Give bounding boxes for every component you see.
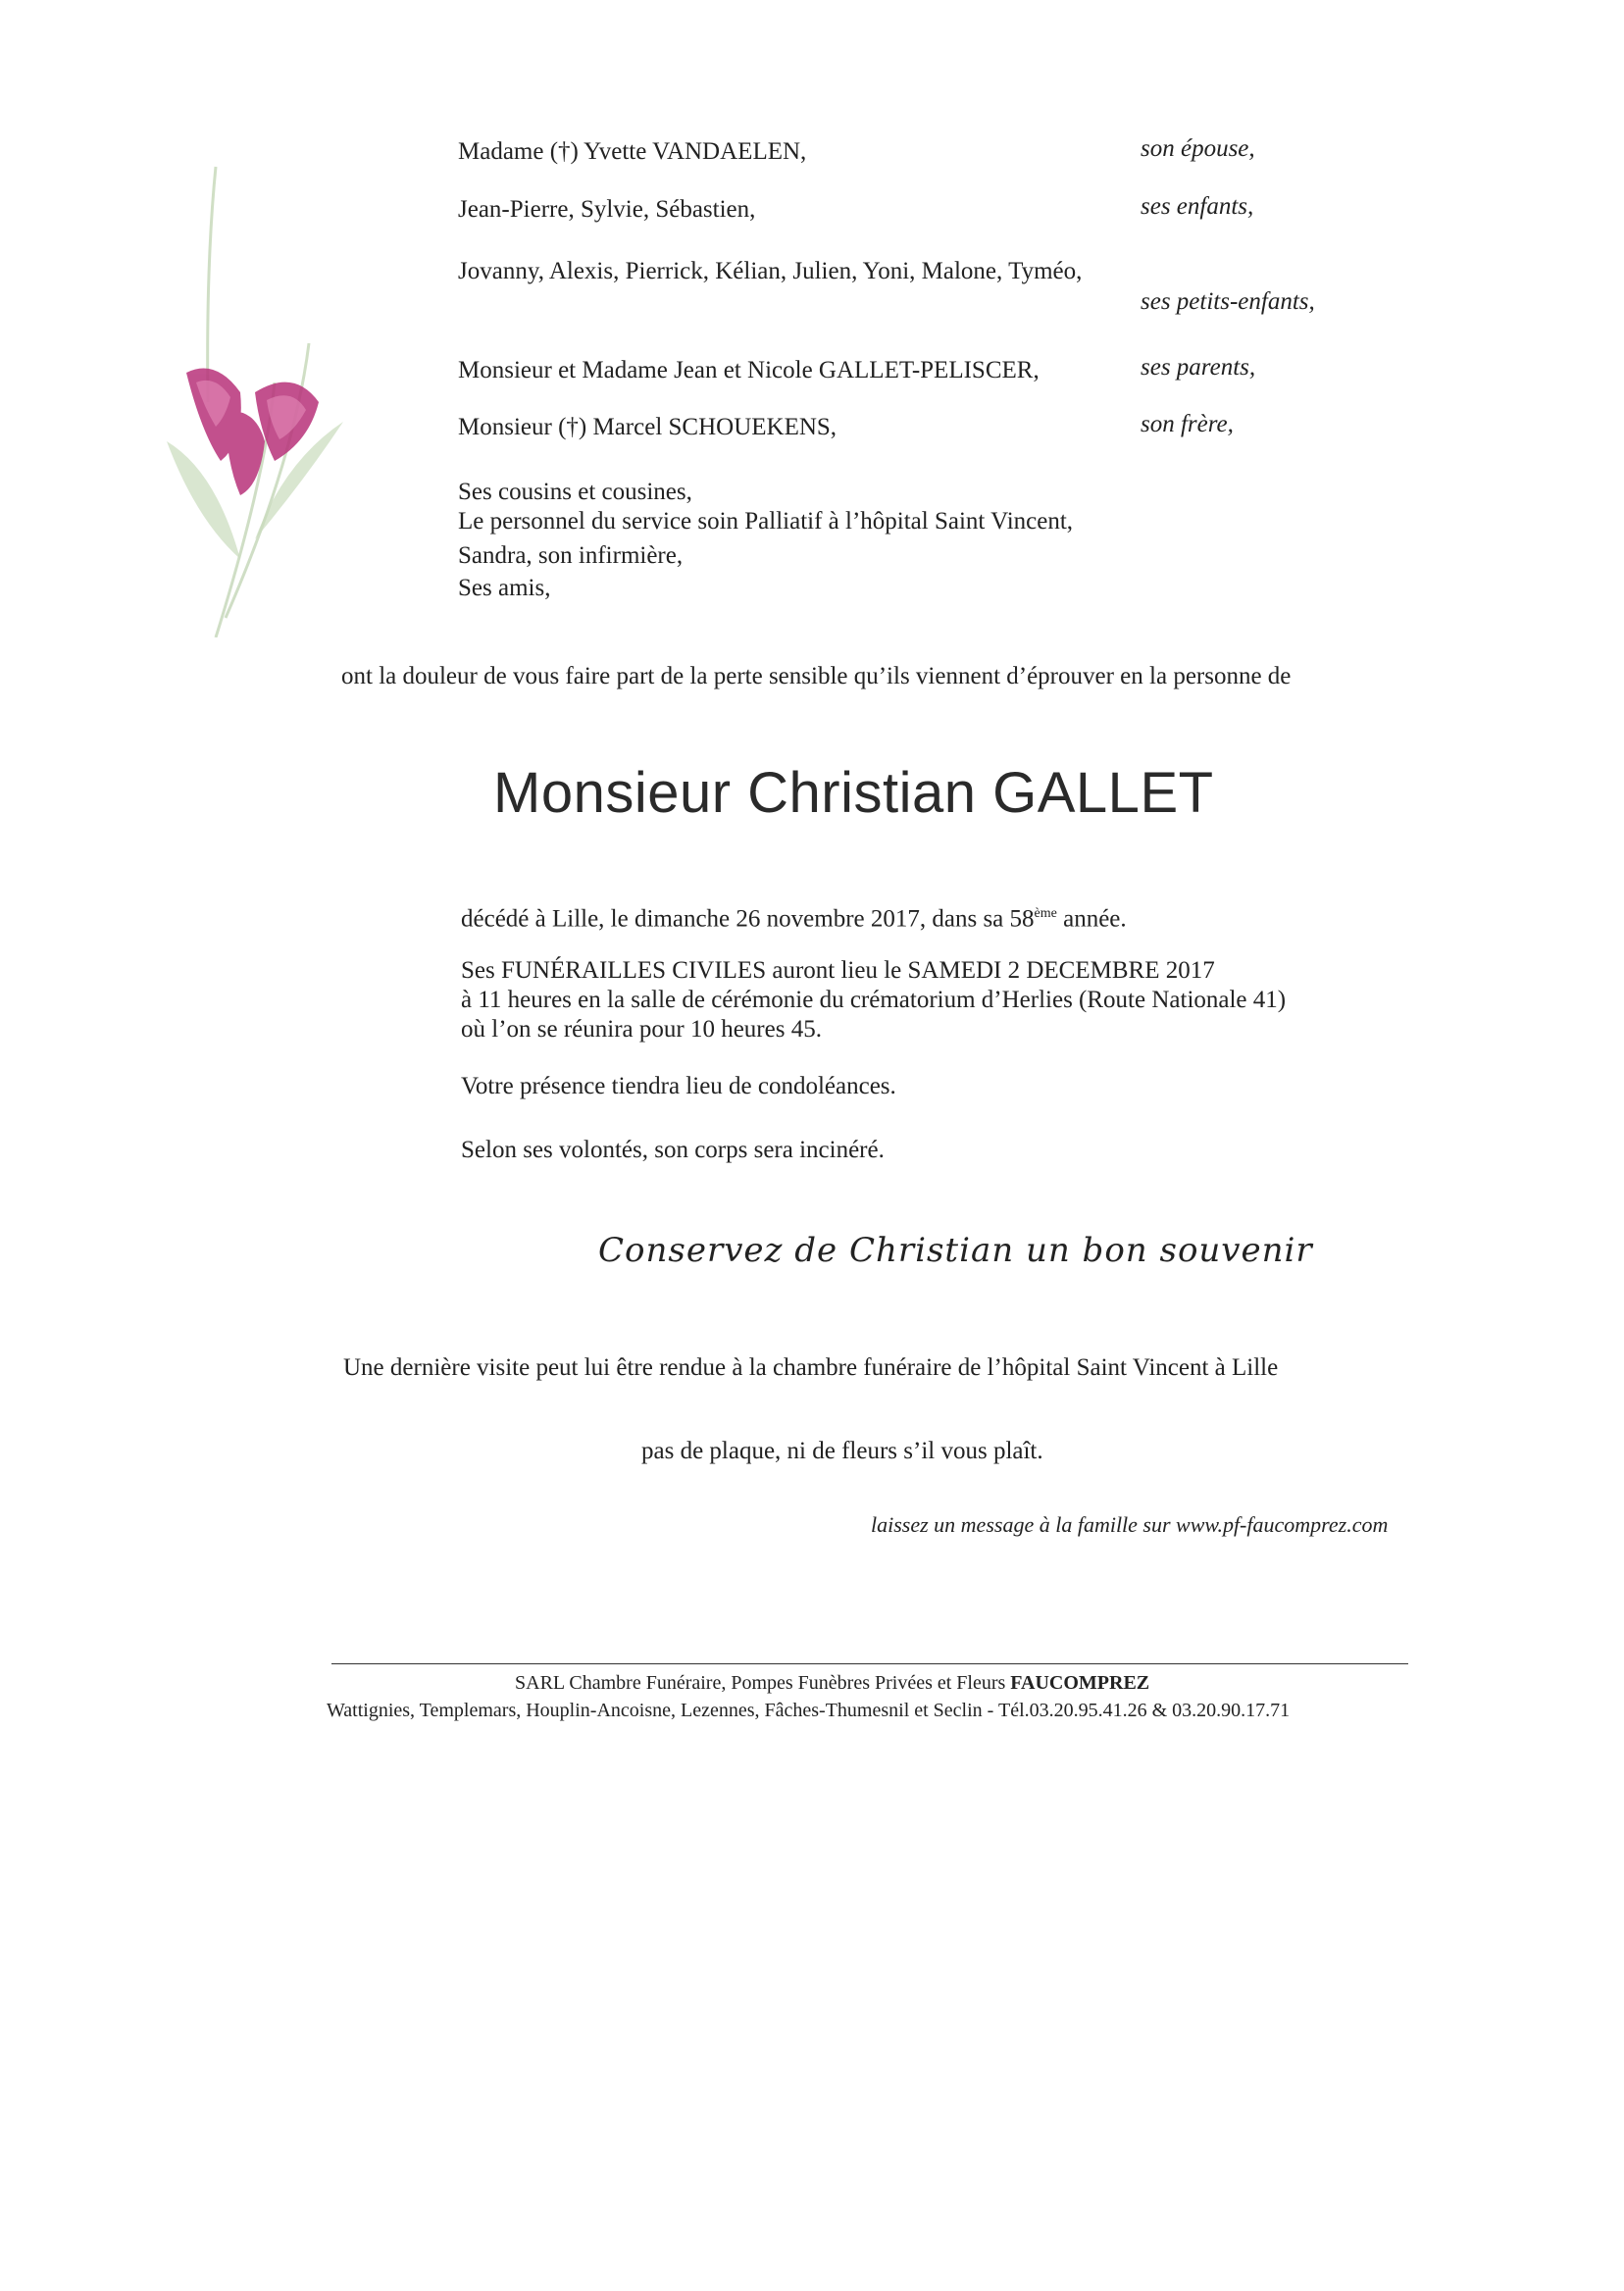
family-name-5: Monsieur (†) Marcel SCHOUEKENS, [458, 414, 837, 440]
death-line-end: année. [1056, 905, 1127, 933]
family-role-3: ses petits-enfants, [1141, 288, 1315, 315]
death-line [461, 899, 1127, 934]
announcement: ont la douleur de vous faire part de la perte sensible qu’ils viennent d’éprouver en la personne de [341, 663, 1292, 689]
family-role-1: son épouse, [1141, 135, 1255, 162]
visit-info: Une dernière visite peut lui être rendue à la chambre funéraire de l’hôpital Saint Vincent à Lille [343, 1354, 1279, 1381]
family-role-5: son frère, [1141, 411, 1234, 437]
family-name-4: Monsieur et Madame Jean et Nicole GALLET-PELISCER, [458, 357, 1040, 383]
message-link[interactable]: laissez un message à la famille sur www.pf-faucomprez.com [871, 1512, 1389, 1537]
family-name-3: Jovanny, Alexis, Pierrick, Kélian, Julien, Yoni, Malone, Tyméo, [458, 258, 1083, 284]
others-line-4: Ses amis, [458, 575, 551, 601]
condolences: Votre présence tiendra lieu de condoléances. [461, 1073, 896, 1099]
others-line-1: Ses cousins et cousines, [458, 479, 692, 505]
family-name-2: Jean-Pierre, Sylvie, Sébastien, [458, 196, 756, 223]
family-role-4: ses parents, [1141, 354, 1256, 381]
footer-divider [331, 1663, 1408, 1664]
others-line-2: Le personnel du service soin Palliatif à l’hôpital Saint Vincent, [458, 508, 1074, 535]
funeral-line-1: Ses FUNÉRAILLES CIVILES auront lieu le SAMEDI 2 DECEMBRE 2017 [461, 957, 1215, 984]
family-role-2: ses enfants, [1141, 193, 1254, 220]
wishes: Selon ses volontés, son corps sera incinéré. [461, 1137, 885, 1163]
footer-brand: FAUCOMPREZ [1010, 1672, 1150, 1694]
funeral-line-3: où l’on se réunira pour 10 heures 45. [461, 1016, 822, 1043]
death-line-sup: ème [1034, 906, 1057, 921]
death-line-text: décédé à Lille, le dimanche 26 novembre 2017, dans sa 58 [461, 905, 1035, 933]
funeral-line-2: à 11 heures en la salle de cérémonie du crématorium d’Herlies (Route Nationale 41) [461, 987, 1287, 1013]
deceased-name: Monsieur Christian GALLET [493, 761, 1214, 825]
family-name-1: Madame (†) Yvette VANDAELEN, [458, 138, 807, 165]
memory-quote: Conservez de Christian un bon souvenir [598, 1231, 1313, 1270]
others-line-3: Sandra, son infirmière, [458, 542, 684, 569]
footer-locations: Wattignies, Templemars, Houplin-Ancoisne, Lezennes, Fâches-Thumesnil et Seclin - Tél.03.20.95.41.26 & 03.20.90.17.71 [327, 1700, 1291, 1721]
footer-company-text: SARL Chambre Funéraire, Pompes Funèbres Privées et Fleurs [515, 1672, 1011, 1694]
footer-company [515, 1671, 1149, 1695]
no-flowers: pas de plaque, ni de fleurs s’il vous plaît. [641, 1438, 1043, 1464]
calla-lily-illustration [147, 147, 382, 637]
